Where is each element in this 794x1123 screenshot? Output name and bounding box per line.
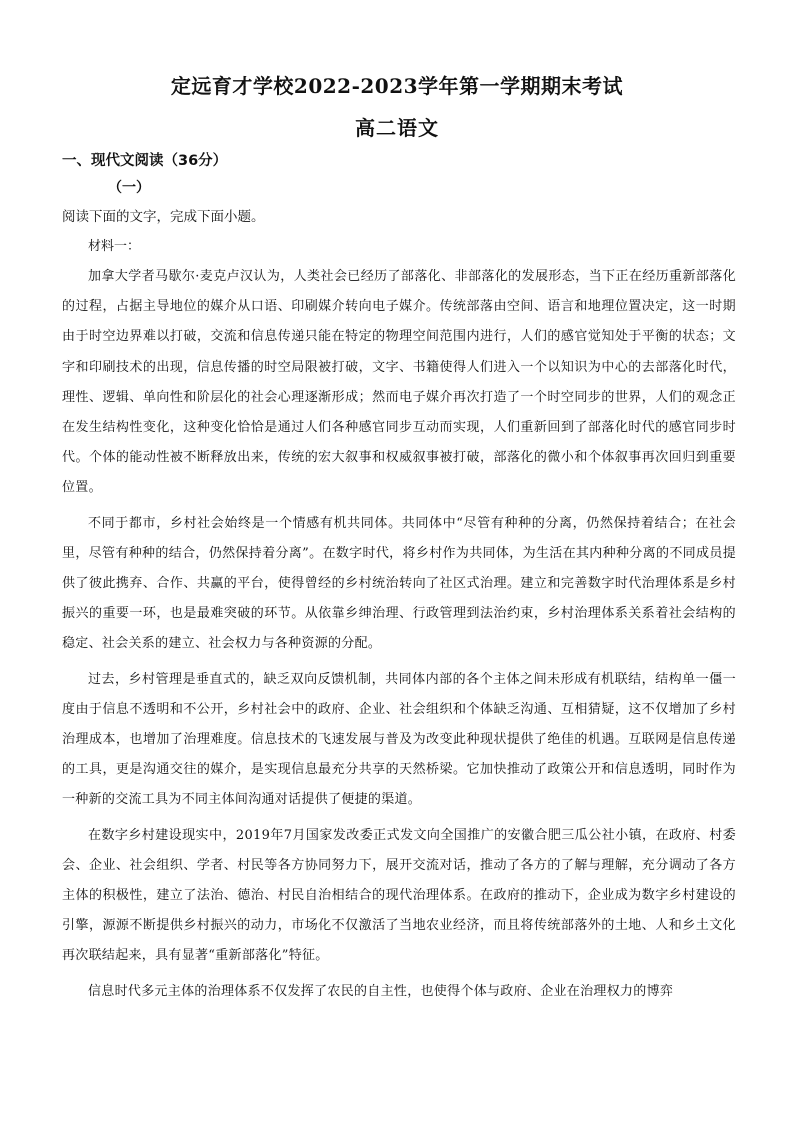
paragraph-3: 过去，乡村管理是垂直式的，缺乏双向反馈机制，共同体内部的各个主体之间未形成有机联结，结构单一僵一度由于信息不透明和不公开，乡村社会中的政府、企业、社会组织和个体缺乏沟通、互相猜疑，这不仅增加了乡村治理成本，也增加了治理难度。信息技术的飞速发展与普及为改变此种现状提供了绝佳的机遇。互联网是信息传递的工具，更是沟通交往的媒介，是实现信息最充分共享的天然桥梁。它加快推动了政策公开和信息透明，同时作为一种新的交流工具为不同主体间沟通对话提供了便捷的渠道。 bbox=[62, 671, 736, 808]
paragraph-2: 不同于都市，乡村社会始终是一个情感有机共同体。共同体中“尽管有种种的分离，仍然保持着结合；在社会里，尽管有种种的结合，仍然保持着分离”。在数字时代，将乡村作为共同体，为生活在其内种种分离的不同成员提供了彼此携弃、合作、共赢的平台，使得曾经的乡村统治转向了社区式治理。建立和完善数字时代治理体系是乡村振兴的重要一环，也是最难突破的环节。从依靠乡绅治理、行政管理到法治约束，乡村治理体系关系着社会结构的稳定、社会关系的建立、社会权力与各种资源的分配。 bbox=[62, 515, 736, 652]
section-heading: 一、现代文阅读（36分） bbox=[62, 153, 228, 169]
paragraph-5: 信息时代多元主体的治理体系不仅发挥了农民的自主性，也使得个体与政府、企业在治理权力的博弈 bbox=[88, 983, 674, 999]
paragraph-4: 在数字乡村建设现实中，2019年7月国家发改委正式发文向全国推广的安徽合肥三瓜公社小镇，在政府、村委会、企业、社会组织、学者、村民等各方协同努力下，展开交流对话，推动了各方的了解与理解，充分调动了各方主体的积极性，建立了法治、德治、村民自治相结合的现代治理体系。在政府的推动下，企业成为数字乡村建设的引擎，源源不断提供乡村振兴的动力，市场化不仅激活了当地农业经济，而且将传统部落外的土地、人和乡土文化再次联结起来，具有显著“重新部落化”特征。 bbox=[62, 827, 736, 964]
material-label: 材料一： bbox=[88, 239, 141, 254]
reading-instruction: 阅读下面的文字，完成下面小题。 bbox=[62, 209, 265, 225]
exam-content bbox=[62, 148, 736, 1012]
paragraph-1: 加拿大学者马歇尔·麦克卢汉认为，人类社会已经历了部落化、非部落化的发展形态，当下正在经历重新部落化的过程，占据主导地位的媒介从口语、印刷媒介转向电子媒介。传统部落由空间、语言和地理位置决定，这一时期由于时空边界难以打破，交流和信息传递只能在特定的物理空间范围内进行，人们的感官觉知处于平衡的状态；文字和印刷技术的出现，信息传播的时空局限被打破，文字、书籍使得人们进入一个以知识为中心的去部落化时代，理性、逻辑、单向性和阶层化的社会心理逐渐形成；然而电子媒介再次打造了一个时空同步的世界，人们的观念正在发生结构性变化，这种变化恰恰是通过人们各种感官同步互动而实现，人们重新回到了部落化时代的感官同步时代。个体的能动性被不断释放出来，传统的宏大叙事和权威叙事被打破，部落化的微小和个体叙事再次回归到重要位置。 bbox=[62, 269, 736, 496]
exam-subtitle: 高二语文 bbox=[355, 116, 439, 140]
exam-title: 定远育才学校2022-2023学年第一学期期末考试 bbox=[170, 74, 624, 98]
part-label: （一） bbox=[108, 180, 150, 196]
